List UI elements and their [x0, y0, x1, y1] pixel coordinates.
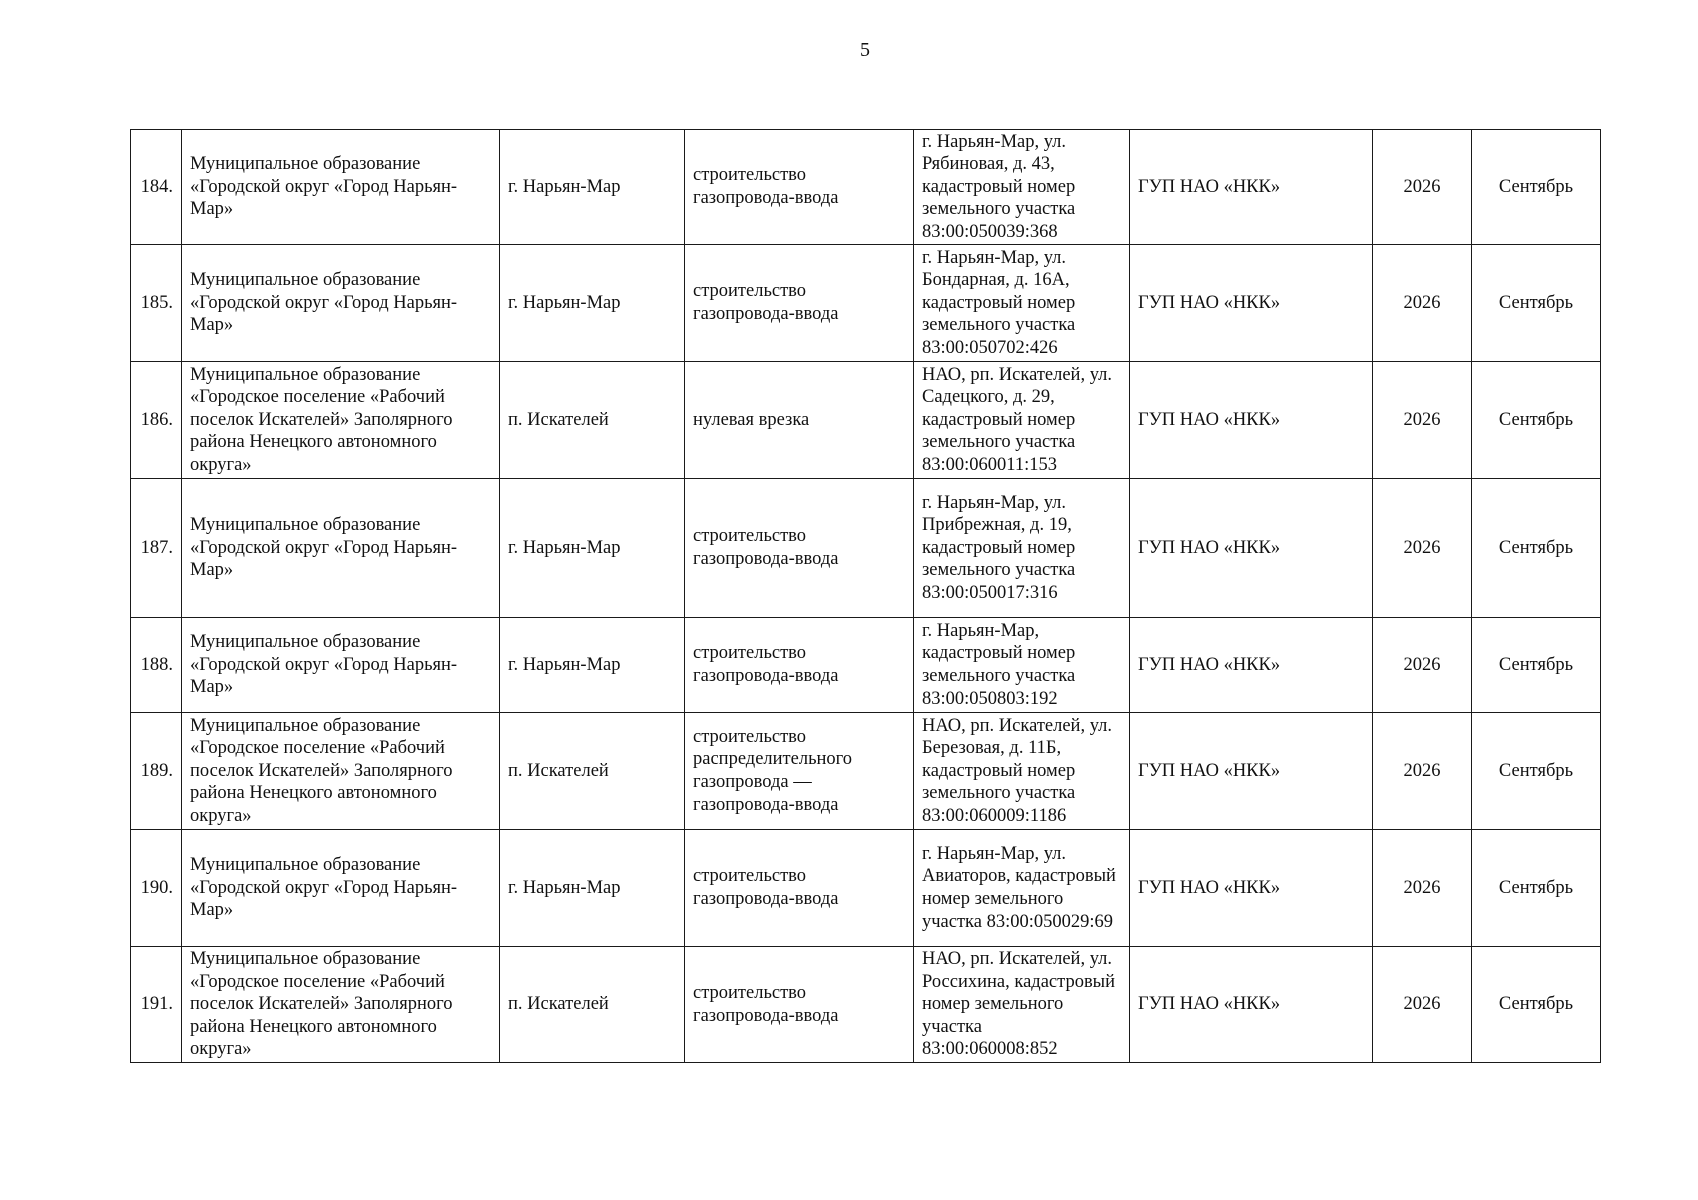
row-number-cell: 185. — [131, 245, 182, 362]
page-number: 5 — [860, 39, 870, 61]
year-cell: 2026 — [1373, 130, 1472, 245]
month-cell: Сентябрь — [1472, 618, 1601, 713]
organization-cell: ГУП НАО «НКК» — [1130, 362, 1373, 479]
municipality-cell: Муниципальное образование «Городское поселение «Рабочий поселок Искателей» Заполярного района Ненецкого автономного округа» — [182, 947, 500, 1063]
work-type-cell: строительство газопровода-ввода — [685, 947, 914, 1063]
row-number-cell: 186. — [131, 362, 182, 479]
table-row — [131, 245, 1601, 362]
municipality-cell: Муниципальное образование «Городской округ «Город Нарьян-Мар» — [182, 618, 500, 713]
address-cell: г. Нарьян-Мар, ул. Авиаторов, кадастровый номер земельного участка 83:00:050029:69 — [914, 830, 1130, 947]
municipality-cell: Муниципальное образование «Городской округ «Город Нарьян-Мар» — [182, 245, 500, 362]
table-row — [131, 362, 1601, 479]
organization-cell: ГУП НАО «НКК» — [1130, 130, 1373, 245]
address-cell: НАО, рп. Искателей, ул. Садецкого, д. 29, кадастровый номер земельного участка 83:00:060011:153 — [914, 362, 1130, 479]
row-number-cell: 189. — [131, 713, 182, 830]
locality-cell: г. Нарьян-Мар — [500, 479, 685, 618]
municipality-cell: Муниципальное образование «Городской округ «Город Нарьян-Мар» — [182, 479, 500, 618]
row-number-cell: 190. — [131, 830, 182, 947]
year-cell: 2026 — [1373, 479, 1472, 618]
month-cell: Сентябрь — [1472, 362, 1601, 479]
work-type-cell: строительство газопровода-ввода — [685, 479, 914, 618]
work-type-cell: строительство распределительного газопровода — газопровода-ввода — [685, 713, 914, 830]
table-row — [131, 830, 1601, 947]
table-row — [131, 618, 1601, 713]
organization-cell: ГУП НАО «НКК» — [1130, 245, 1373, 362]
table-row — [131, 479, 1601, 618]
gasification-schedule-table — [130, 129, 1601, 1063]
address-cell: НАО, рп. Искателей, ул. Россихина, кадастровый номер земельного участка 83:00:060008:852 — [914, 947, 1130, 1063]
organization-cell: ГУП НАО «НКК» — [1130, 479, 1373, 618]
organization-cell: ГУП НАО «НКК» — [1130, 618, 1373, 713]
locality-cell: п. Искателей — [500, 362, 685, 479]
month-cell: Сентябрь — [1472, 245, 1601, 362]
row-number-cell: 184. — [131, 130, 182, 245]
address-cell: г. Нарьян-Мар, ул. Прибрежная, д. 19, кадастровый номер земельного участка 83:00:050017:316 — [914, 479, 1130, 618]
work-type-cell: нулевая врезка — [685, 362, 914, 479]
year-cell: 2026 — [1373, 830, 1472, 947]
row-number-cell: 188. — [131, 618, 182, 713]
organization-cell: ГУП НАО «НКК» — [1130, 830, 1373, 947]
work-type-cell: строительство газопровода-ввода — [685, 245, 914, 362]
row-number-cell: 187. — [131, 479, 182, 618]
month-cell: Сентябрь — [1472, 947, 1601, 1063]
municipality-cell: Муниципальное образование «Городское поселение «Рабочий поселок Искателей» Заполярного района Ненецкого автономного округа» — [182, 362, 500, 479]
year-cell: 2026 — [1373, 618, 1472, 713]
row-number-cell: 191. — [131, 947, 182, 1063]
municipality-cell: Муниципальное образование «Городской округ «Город Нарьян-Мар» — [182, 130, 500, 245]
table-row — [131, 713, 1601, 830]
month-cell: Сентябрь — [1472, 713, 1601, 830]
locality-cell: п. Искателей — [500, 947, 685, 1063]
work-type-cell: строительство газопровода-ввода — [685, 130, 914, 245]
address-cell: г. Нарьян-Мар, кадастровый номер земельного участка 83:00:050803:192 — [914, 618, 1130, 713]
locality-cell: г. Нарьян-Мар — [500, 245, 685, 362]
work-type-cell: строительство газопровода-ввода — [685, 830, 914, 947]
address-cell: г. Нарьян-Мар, ул. Бондарная, д. 16А, кадастровый номер земельного участка 83:00:050702:426 — [914, 245, 1130, 362]
work-type-cell: строительство газопровода-ввода — [685, 618, 914, 713]
year-cell: 2026 — [1373, 362, 1472, 479]
month-cell: Сентябрь — [1472, 830, 1601, 947]
organization-cell: ГУП НАО «НКК» — [1130, 947, 1373, 1063]
municipality-cell: Муниципальное образование «Городской округ «Город Нарьян-Мар» — [182, 830, 500, 947]
locality-cell: п. Искателей — [500, 713, 685, 830]
month-cell: Сентябрь — [1472, 130, 1601, 245]
year-cell: 2026 — [1373, 245, 1472, 362]
table-row — [131, 130, 1601, 245]
year-cell: 2026 — [1373, 947, 1472, 1063]
locality-cell: г. Нарьян-Мар — [500, 618, 685, 713]
locality-cell: г. Нарьян-Мар — [500, 830, 685, 947]
organization-cell: ГУП НАО «НКК» — [1130, 713, 1373, 830]
year-cell: 2026 — [1373, 713, 1472, 830]
locality-cell: г. Нарьян-Мар — [500, 130, 685, 245]
address-cell: НАО, рп. Искателей, ул. Березовая, д. 11Б, кадастровый номер земельного участка 83:00:060009:1186 — [914, 713, 1130, 830]
month-cell: Сентябрь — [1472, 479, 1601, 618]
address-cell: г. Нарьян-Мар, ул. Рябиновая, д. 43, кадастровый номер земельного участка 83:00:050039:368 — [914, 130, 1130, 245]
municipality-cell: Муниципальное образование «Городское поселение «Рабочий поселок Искателей» Заполярного района Ненецкого автономного округа» — [182, 713, 500, 830]
table-row — [131, 947, 1601, 1063]
